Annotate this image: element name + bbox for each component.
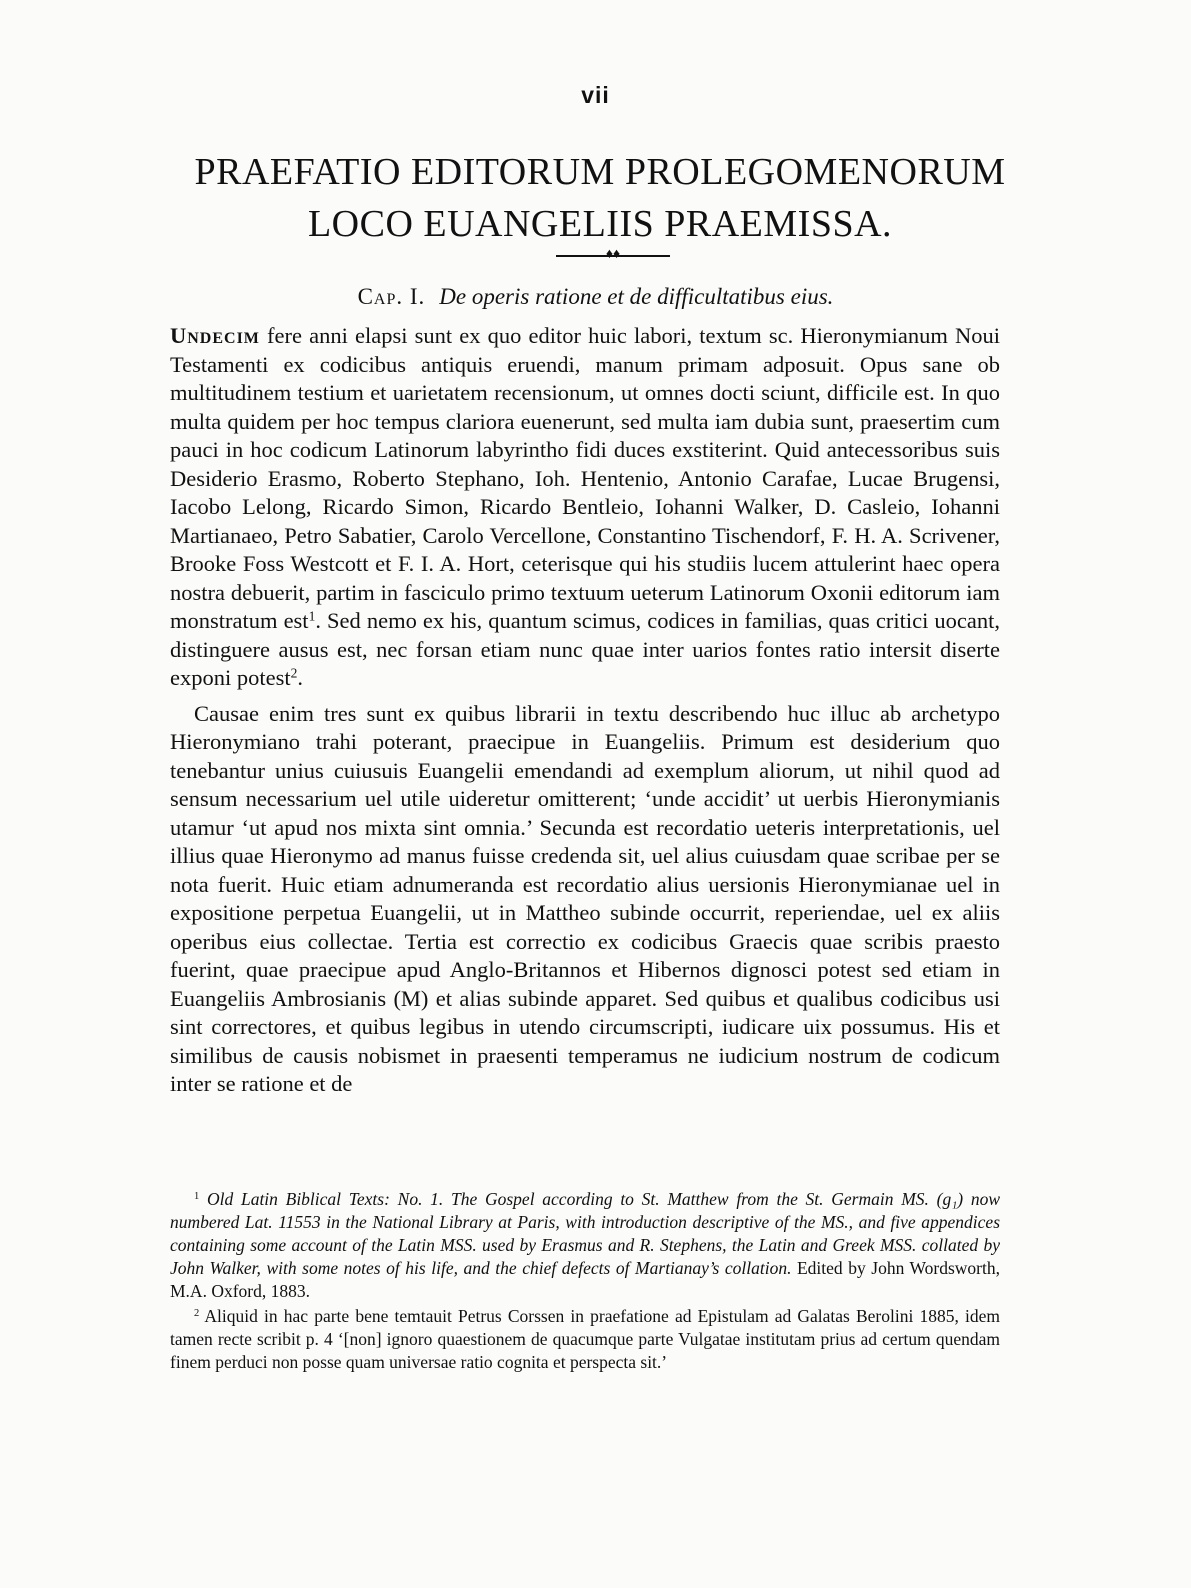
page-title xyxy=(150,146,1050,250)
footnote-ref-2: 2 xyxy=(290,665,298,681)
chapter-label: Cap. I. xyxy=(357,284,426,309)
paragraph-lead-word: Undecim xyxy=(170,323,260,348)
paragraph-2: Causae enim tres sunt ex quibus librarii in textu describendo huc illuc ab archetypo Hieronymiano trahi poterant, praecipue in Euangeliis. Primum est desiderium quo tenebantur unius cuiusuis Euangelii emendandi ad exemplum aliorum, ut nihil quod ad sensum necessarium uel utile uideretur omitterent; ‘unde accidit’ ut uerbis Hieronymianis utamur ‘ut apud nos mixta sint omnia.’ Secunda est recordatio ueteris interpretationis, uel illius quae Hieronymo ad manus fuisse credenda sit, uel alius cuiusdam quae scribae per se nota fuerit. Huic etiam adnumeranda est recordatio alius uersionis Hieronymianae uel in expositione perpetua Euangelii, ut in Mattheo subinde occurrit, reperiendae, uel ex aliis operibus eius collectae. Tertia est correctio ex codicibus Graecis quae scribis praesto fuerint, quae praecipue apud Anglo-Britannos et Hibernos dignosci potest sed etiam in Euangeliis Ambrosianis (M) et alias subinde apparet. Sed quibus et qualibus codicibus usi sint correctores, et quibus legibus in utendo circumscripti, iudicare uix possumus. His et similibus de causis nobismet in praesenti temperamus ne iudicium nostrum de codicum inter se ratione et de xyxy=(170,700,1000,1096)
paragraph-1 xyxy=(170,322,1000,693)
rule-ornament: ♦♦ xyxy=(605,247,621,262)
footnote-2-text: Aliquid in hac parte bene temtauit Petrus Corssen in praefatione ad Epistulam ad Galatas Berolini 1885, idem tamen recte scribit p. 4 ‘[non] ignoro quaestionem de quacumque parte Vulgatae institutam prius ad certum quendam finem perduci non posse quam universae ratio cognita et perspecta sit.’ xyxy=(170,1306,1000,1372)
body-text xyxy=(170,322,1000,1099)
footnote-2 xyxy=(170,1305,1000,1374)
footnotes xyxy=(170,1188,1000,1374)
footnote-2-mark: 2 xyxy=(194,1308,200,1320)
footnote-1-title: Old Latin Biblical Texts: No. 1. The Gospel according to St. Matthew from the St. Germain MS. (g₁) now numbered Lat. 11553 in the National Library at Paris, with introduction descriptive of the MS., and five appendices containing some account of the Latin MSS. used by Erasmus and R. Stephens, the Latin and Greek MSS. collated by John Walker, with some notes of his life, and the chief defects of Martianay’s collation. xyxy=(170,1189,1001,1278)
chapter-subtitle: De operis ratione et de difficultatibus eius. xyxy=(439,284,834,309)
chapter-heading xyxy=(0,284,1191,310)
paragraph-1-text: fere anni elapsi sunt ex quo editor huic labori, textum sc. Hieronymianum Noui Testamenti ex codicibus antiquis eruendi, manum primam adposuit. Opus sane ob multitudinem testium et uarietatem recensionum, ut omnes docti sciunt, difficile est. In quo multa quidem per hoc tempus clariora euenerunt, sed multa iam dubia sunt, praesertim cum pauci in hoc codicum Latinorum labyrintho fidi duces exstiterint. Quid antecessoribus suis Desiderio Erasmo, Roberto Stephano, Ioh. Hentenio, Antonio Carafae, Lucae Brugensi, Iacobo Lelong, Ricardo Simon, Ricardo Bentleio, Iohanni Walker, D. Casleio, Iohanni Martianaeo, Petro Sabatier, Carolo Vercellone, Constantino Tischendorf, F. H. A. Scrivener, Brooke Foss Westcott et F. I. A. Hort, ceterisque qui his studiis lucem attulerint haec opera nostra debuerit, partim in fasciculo primo textuum ueterum Latinorum Oxonii editorum iam monstratum est xyxy=(170,323,1000,633)
footnote-ref-1: 1 xyxy=(308,608,316,624)
title-line-1: PRAEFATIO EDITORUM PROLEGOMENORUM xyxy=(194,151,1006,193)
footnote-1-imprint: Edited by John Wordsworth, M.A. Oxford, 1883. xyxy=(170,1258,1000,1301)
title-line-2: LOCO EUANGELIIS PRAEMISSA. xyxy=(307,203,893,245)
page-number: vii xyxy=(581,82,610,108)
paragraph-1-text-2: . Sed nemo ex his, quantum scimus, codices in familias, quas critici uocant, distinguere ausus est, nec forsan etiam nunc quae inter uarios fontes ratio intersit diserte exponi potest xyxy=(170,608,1001,690)
paragraph-1-end: . xyxy=(297,665,303,690)
footnote-1 xyxy=(170,1188,1000,1303)
footnote-1-mark: 1 xyxy=(194,1191,200,1203)
